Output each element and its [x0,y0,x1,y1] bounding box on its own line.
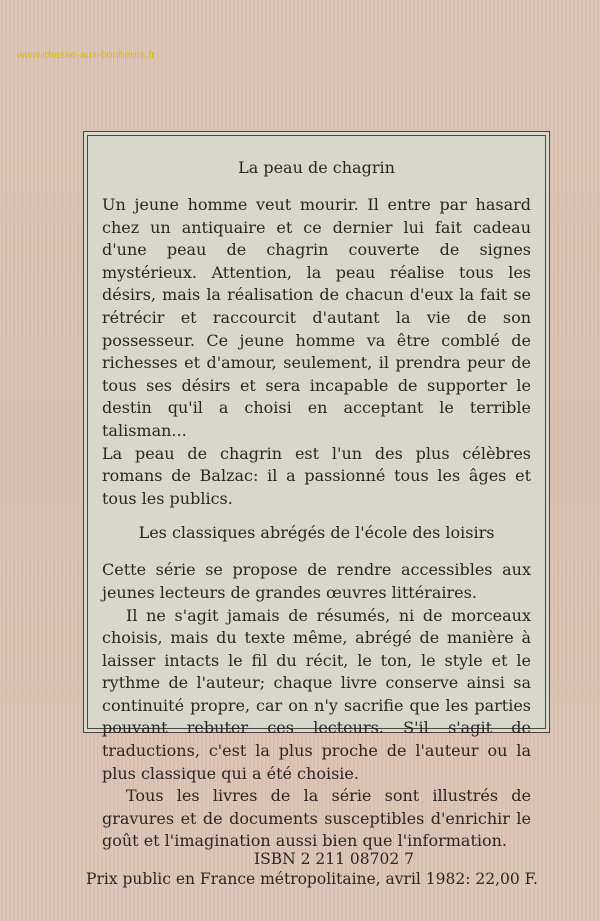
series-heading: Les classiques abrégés de l'école des loisirs [138,523,495,543]
book-title-heading: La peau de chagrin [238,158,395,177]
series-method-paragraph: Il ne s'agit jamais de résumés, ni de morceaux choisis, mais du texte même, abrégé de manière à laisser intacts le fil du récit, le ton, le style et le rythme de l'auteur; chaque livre conserve ainsi sa continuité propre, car on n'y sacrifie que les parties pouvant rebuter ces lecteurs. S'il s'agit de traductions, c'est la plus proche de l'auteur ou la plus classique qui a été choisie. [102,605,531,783]
panel-inner-border [87,135,546,851]
watermark-url: www.chasse-aux-bonheurs.fr [17,49,155,61]
synopsis-closing-paragraph: La peau de chagrin est l'un des plus célèbres romans de Balzac: il a passionné tous les âges et tous les publics. [102,443,531,508]
synopsis-paragraph: Un jeune homme veut mourir. Il entre par hasard chez un antiquaire et ce dernier lui fait cadeau d'une peau de chagrin couverte de signes mystérieux. Attention, la peau réalise tous les désirs, mais la réalisation de chacun d'eux la fait se rétrécir et raccourcit d'autant la vie de son possesseur. Ce jeune homme va être comblé de richesses et d'amour, seulement, il prendra peur de tous ses désirs et sera incapable de supporter le destin qu'il a choisi en acceptant le terrible talisman... [102,195,531,440]
isbn-line: ISBN 2 211 08702 7 [253,850,415,868]
series-intro-paragraph: Cette série se propose de rendre accessibles aux jeunes lecteurs de grandes œuvres littéraires. [102,560,531,602]
back-cover-text-panel [83,131,550,851]
series-illustrations-paragraph: Tous les livres de la série sont illustrés de gravures et de documents susceptibles d'enrichir le goût et l'imagination aussi bien que l'information. [102,786,531,851]
price-line: Prix public en France métropolitaine, avril 1982: 22,00 F. [86,870,538,888]
